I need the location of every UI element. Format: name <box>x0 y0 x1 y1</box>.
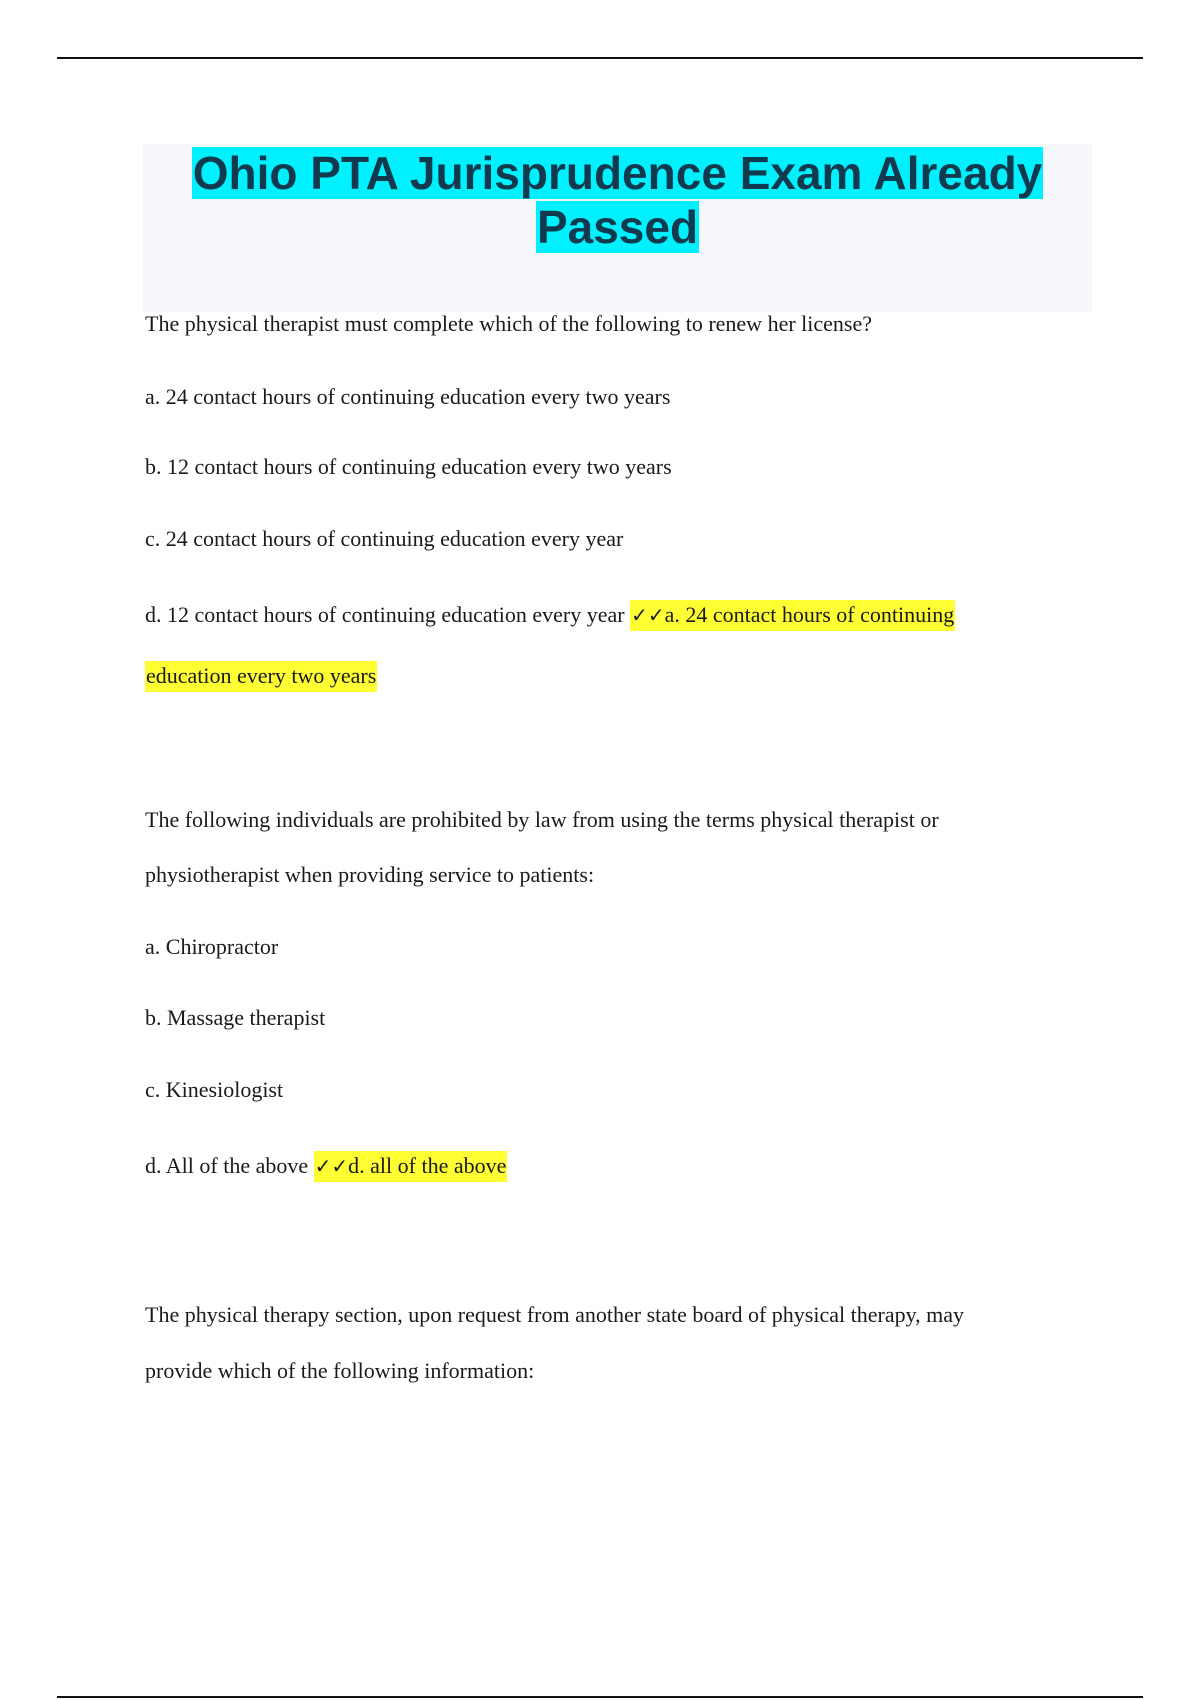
question-2-option-d-line <box>145 1153 507 1179</box>
question-1-text: The physical therapist must complete which of the following to renew her license? <box>145 311 872 336</box>
answer-check-icon: ✓✓ <box>631 603 665 627</box>
title-line-1: Ohio PTA Jurisprudence Exam Already <box>192 147 1043 199</box>
question-2-text-line-1: The following individuals are prohibited by law from using the terms physical therapist or <box>145 807 939 832</box>
question-2-option-b: b. Massage therapist <box>145 1005 326 1030</box>
question-1-option-b: b. 12 contact hours of continuing education every two years <box>145 454 672 479</box>
question-1-answer-highlight <box>630 600 955 631</box>
question-1-option-a: a. 24 contact hours of continuing education every two years <box>145 384 671 409</box>
question-1-answer-text: a. 24 contact hours of continuing <box>664 602 955 627</box>
question-2-answer-highlight <box>314 1151 508 1182</box>
question-2-option-d: d. All of the above <box>145 1153 309 1178</box>
question-2-text-line-2: physiotherapist when providing service to patients: <box>145 862 595 887</box>
header-rule <box>57 57 1143 59</box>
question-1-answer-continued: education every two years <box>145 661 377 692</box>
answer-check-icon: ✓✓ <box>314 1154 349 1178</box>
question-2-answer-text: d. all of the above <box>348 1153 507 1178</box>
title-line-2: Passed <box>536 201 699 253</box>
question-1-option-d: d. 12 contact hours of continuing education every year <box>145 602 625 627</box>
question-3-text-line-2: provide which of the following information: <box>145 1358 535 1383</box>
question-2-option-a: a. Chiropractor <box>145 934 279 959</box>
question-1-option-d-line <box>145 602 955 628</box>
question-1-option-c: c. 24 contact hours of continuing education every year <box>145 526 624 551</box>
footer-rule <box>57 1696 1143 1698</box>
document-title <box>143 144 1092 312</box>
question-1-answer-continued-line <box>145 663 377 689</box>
question-3-text-line-1: The physical therapy section, upon request from another state board of physical therapy, may <box>145 1302 965 1327</box>
question-2-option-c: c. Kinesiologist <box>145 1077 284 1102</box>
